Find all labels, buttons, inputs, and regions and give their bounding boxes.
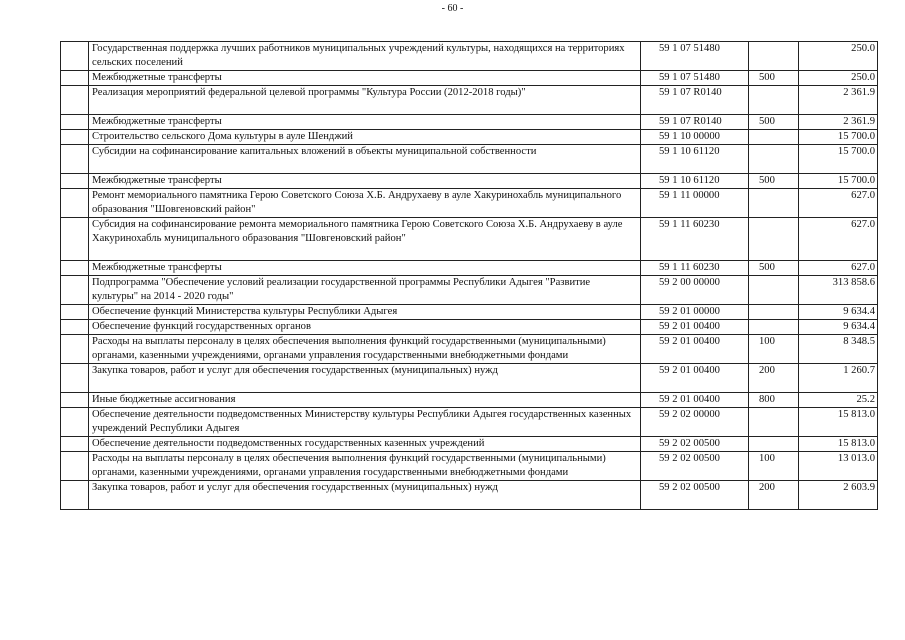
table-row	[61, 305, 878, 320]
row-amount: 627.0	[799, 189, 878, 218]
row-number-cell	[61, 189, 89, 218]
row-code: 59 1 10 00000	[641, 130, 749, 145]
row-number-cell	[61, 145, 89, 174]
row-kind	[749, 189, 799, 218]
row-name: Обеспечение функций Министерства культуры Республики Адыгея	[89, 305, 641, 320]
row-number-cell	[61, 437, 89, 452]
row-amount: 15 700.0	[799, 174, 878, 189]
table-row	[61, 452, 878, 481]
row-number-cell	[61, 305, 89, 320]
row-kind	[749, 276, 799, 305]
row-kind: 800	[749, 393, 799, 408]
row-code: 59 2 01 00400	[641, 320, 749, 335]
budget-table-container	[60, 41, 877, 510]
table-row	[61, 481, 878, 510]
row-kind	[749, 86, 799, 115]
row-amount: 627.0	[799, 218, 878, 261]
row-number-cell	[61, 452, 89, 481]
row-kind: 200	[749, 481, 799, 510]
row-number-cell	[61, 481, 89, 510]
row-number-cell	[61, 261, 89, 276]
row-name: Субсидии на софинансирование капитальных вложений в объекты муниципальной собственности	[89, 145, 641, 174]
row-code: 59 1 10 61120	[641, 174, 749, 189]
budget-table-body	[61, 42, 878, 510]
row-name: Государственная поддержка лучших работников муниципальных учреждений культуры, находящихся на территориях сельских поселений	[89, 42, 641, 71]
row-kind	[749, 42, 799, 71]
table-row	[61, 130, 878, 145]
row-code: 59 2 01 00400	[641, 393, 749, 408]
table-row	[61, 71, 878, 86]
row-number-cell	[61, 335, 89, 364]
row-number-cell	[61, 86, 89, 115]
row-kind	[749, 218, 799, 261]
table-row	[61, 408, 878, 437]
row-number-cell	[61, 115, 89, 130]
row-kind: 200	[749, 364, 799, 393]
row-code: 59 1 07 R0140	[641, 86, 749, 115]
row-amount: 15 813.0	[799, 437, 878, 452]
budget-table	[60, 41, 878, 510]
row-number-cell	[61, 320, 89, 335]
row-amount: 2 361.9	[799, 86, 878, 115]
row-kind: 500	[749, 261, 799, 276]
table-row	[61, 261, 878, 276]
row-amount: 25.2	[799, 393, 878, 408]
row-code: 59 2 01 00000	[641, 305, 749, 320]
row-name: Расходы на выплаты персоналу в целях обеспечения выполнения функций государственными (муниципальными) органами, казенными учреждениями, органами управления государственными внебюджетными фондами	[89, 452, 641, 481]
row-amount: 15 700.0	[799, 145, 878, 174]
row-kind	[749, 437, 799, 452]
row-number-cell	[61, 71, 89, 86]
table-row	[61, 393, 878, 408]
row-code: 59 2 01 00400	[641, 364, 749, 393]
row-amount: 15 700.0	[799, 130, 878, 145]
row-number-cell	[61, 276, 89, 305]
row-amount: 9 634.4	[799, 305, 878, 320]
table-row	[61, 276, 878, 305]
row-name: Закупка товаров, работ и услуг для обеспечения государственных (муниципальных) нужд	[89, 481, 641, 510]
row-code: 59 1 11 60230	[641, 261, 749, 276]
row-amount: 250.0	[799, 71, 878, 86]
row-code: 59 1 07 R0140	[641, 115, 749, 130]
row-code: 59 2 00 00000	[641, 276, 749, 305]
row-kind	[749, 305, 799, 320]
table-row	[61, 335, 878, 364]
row-number-cell	[61, 408, 89, 437]
row-code: 59 1 10 61120	[641, 145, 749, 174]
row-name: Расходы на выплаты персоналу в целях обеспечения выполнения функций государственными (муниципальными) органами, казенными учреждениями, органами управления государственными внебюджетными фондами	[89, 335, 641, 364]
row-amount: 2 361.9	[799, 115, 878, 130]
table-row	[61, 364, 878, 393]
row-name: Межбюджетные трансферты	[89, 174, 641, 189]
row-number-cell	[61, 393, 89, 408]
row-code: 59 1 11 00000	[641, 189, 749, 218]
row-name: Ремонт мемориального памятника Герою Советского Союза Х.Б. Андрухаеву в ауле Хакуринохабль муниципального образования "Шовгеновский район"	[89, 189, 641, 218]
row-name: Межбюджетные трансферты	[89, 71, 641, 86]
table-row	[61, 86, 878, 115]
row-amount: 15 813.0	[799, 408, 878, 437]
row-name: Строительство сельского Дома культуры в ауле Шенджий	[89, 130, 641, 145]
row-amount: 250.0	[799, 42, 878, 71]
table-row	[61, 218, 878, 261]
row-name: Обеспечение функций государственных органов	[89, 320, 641, 335]
row-kind: 500	[749, 71, 799, 86]
table-row	[61, 174, 878, 189]
row-code: 59 2 02 00500	[641, 452, 749, 481]
row-kind: 500	[749, 115, 799, 130]
table-row	[61, 320, 878, 335]
row-kind	[749, 130, 799, 145]
row-name: Закупка товаров, работ и услуг для обеспечения государственных (муниципальных) нужд	[89, 364, 641, 393]
row-name: Иные бюджетные ассигнования	[89, 393, 641, 408]
row-amount: 13 013.0	[799, 452, 878, 481]
row-code: 59 2 01 00400	[641, 335, 749, 364]
row-amount: 2 603.9	[799, 481, 878, 510]
row-kind: 100	[749, 335, 799, 364]
row-number-cell	[61, 218, 89, 261]
row-name: Субсидия на софинансирование ремонта мемориального памятника Герою Советского Союза Х.Б. Андрухаеву в ауле Хакуринохабль муниципального образования "Шовгеновский район"	[89, 218, 641, 261]
row-kind	[749, 145, 799, 174]
row-amount: 627.0	[799, 261, 878, 276]
table-row	[61, 189, 878, 218]
row-code: 59 1 07 51480	[641, 42, 749, 71]
row-name: Реализация мероприятий федеральной целевой программы "Культура России (2012-2018 годы)"	[89, 86, 641, 115]
row-kind	[749, 408, 799, 437]
row-amount: 313 858.6	[799, 276, 878, 305]
row-amount: 8 348.5	[799, 335, 878, 364]
row-kind	[749, 320, 799, 335]
table-row	[61, 42, 878, 71]
row-code: 59 2 02 00000	[641, 408, 749, 437]
row-kind: 100	[749, 452, 799, 481]
row-name: Обеспечение деятельности подведомственных государственных казенных учреждений	[89, 437, 641, 452]
table-row	[61, 437, 878, 452]
row-code: 59 2 02 00500	[641, 437, 749, 452]
table-row	[61, 115, 878, 130]
row-number-cell	[61, 130, 89, 145]
page-number: - 60 -	[441, 3, 464, 14]
row-name: Межбюджетные трансферты	[89, 115, 641, 130]
row-code: 59 2 02 00500	[641, 481, 749, 510]
row-number-cell	[61, 364, 89, 393]
row-name: Обеспечение деятельности подведомственных Министерству культуры Республики Адыгея государственных казенных учреждений Республики Адыгея	[89, 408, 641, 437]
row-number-cell	[61, 174, 89, 189]
row-code: 59 1 11 60230	[641, 218, 749, 261]
row-name: Подпрограмма "Обеспечение условий реализации государственной программы Республики Адыгея "Развитие культуры" на 2014 - 2020 годы"	[89, 276, 641, 305]
row-kind: 500	[749, 174, 799, 189]
row-amount: 1 260.7	[799, 364, 878, 393]
row-number-cell	[61, 42, 89, 71]
row-amount: 9 634.4	[799, 320, 878, 335]
table-row	[61, 145, 878, 174]
row-code: 59 1 07 51480	[641, 71, 749, 86]
row-name: Межбюджетные трансферты	[89, 261, 641, 276]
